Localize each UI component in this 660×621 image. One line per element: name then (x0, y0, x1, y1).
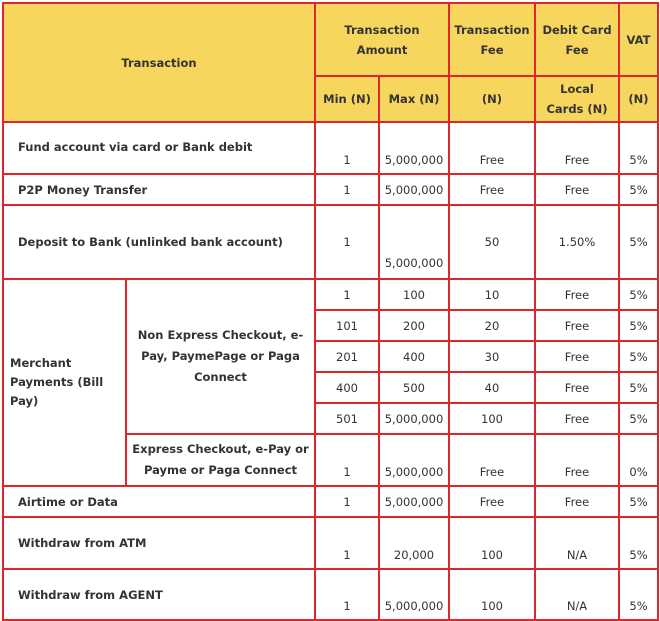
table-row (3, 486, 658, 517)
cell-fee: 50 (449, 205, 535, 279)
cell-debit: Free (535, 174, 619, 205)
cell-fee: Free (449, 174, 535, 205)
label-express: Express Checkout, e-Pay or Payme or Paga Connect (126, 434, 315, 486)
cell-min: 1 (315, 486, 379, 517)
cell-fee: 20 (449, 310, 535, 341)
cell-fee: Free (449, 122, 535, 174)
row-label-agent: Withdraw from AGENT (3, 569, 315, 620)
cell-min: 1 (315, 279, 379, 310)
cell-min: 201 (315, 341, 379, 372)
header-max: Max (N) (379, 76, 449, 122)
cell-fee: 100 (449, 403, 535, 434)
cell-vat: 5% (619, 310, 658, 341)
cell-min: 1 (315, 174, 379, 205)
row-label-merchant: Merchant Payments (Bill Pay) (3, 279, 126, 486)
cell-debit: N/A (535, 569, 619, 620)
header-vat-unit: (N) (619, 76, 658, 122)
cell-max: 500 (379, 372, 449, 403)
cell-vat: 5% (619, 569, 658, 620)
cell-vat: 5% (619, 486, 658, 517)
header-local-cards: Local Cards (N) (535, 76, 619, 122)
cell-fee: 40 (449, 372, 535, 403)
cell-vat: 5% (619, 279, 658, 310)
cell-fee: Free (449, 486, 535, 517)
cell-min: 1 (315, 517, 379, 569)
cell-debit: Free (535, 341, 619, 372)
cell-debit: Free (535, 310, 619, 341)
cell-fee: Free (449, 434, 535, 486)
row-label-p2p: P2P Money Transfer (3, 174, 315, 205)
cell-min: 101 (315, 310, 379, 341)
cell-vat: 5% (619, 403, 658, 434)
cell-vat: 5% (619, 372, 658, 403)
cell-fee: 10 (449, 279, 535, 310)
row-label-atm: Withdraw from ATM (3, 517, 315, 569)
label-non-express: Non Express Checkout, e-Pay, PaymePage or Paga Connect (126, 279, 315, 434)
cell-vat: 5% (619, 517, 658, 569)
header-min: Min (N) (315, 76, 379, 122)
header-transaction-amount: Transaction Amount (315, 3, 449, 76)
cell-max: 200 (379, 310, 449, 341)
cell-vat: 5% (619, 174, 658, 205)
cell-fee: 100 (449, 569, 535, 620)
cell-min: 1 (315, 122, 379, 174)
cell-max: 20,000 (379, 517, 449, 569)
cell-debit: Free (535, 122, 619, 174)
cell-min: 400 (315, 372, 379, 403)
cell-min: 501 (315, 403, 379, 434)
row-label-fund: Fund account via card or Bank debit (3, 122, 315, 174)
table-row (3, 569, 658, 620)
cell-max: 5,000,000 (379, 174, 449, 205)
row-label-airtime: Airtime or Data (3, 486, 315, 517)
cell-fee: 100 (449, 517, 535, 569)
cell-debit: Free (535, 279, 619, 310)
cell-debit: 1.50% (535, 205, 619, 279)
cell-vat: 5% (619, 205, 658, 279)
cell-min: 1 (315, 434, 379, 486)
cell-min: 1 (315, 205, 379, 279)
cell-vat: 0% (619, 434, 658, 486)
header-vat: VAT (619, 3, 658, 76)
cell-max: 5,000,000 (379, 486, 449, 517)
cell-debit: Free (535, 434, 619, 486)
cell-fee: 30 (449, 341, 535, 372)
cell-max: 400 (379, 341, 449, 372)
header-debit-card-fee: Debit Card Fee (535, 3, 619, 76)
cell-max: 100 (379, 279, 449, 310)
cell-debit: Free (535, 403, 619, 434)
cell-min: 1 (315, 569, 379, 620)
cell-debit: Free (535, 486, 619, 517)
header-transaction: Transaction (3, 3, 315, 122)
cell-vat: 5% (619, 341, 658, 372)
table-row (3, 174, 658, 205)
cell-max: 5,000,000 (379, 205, 449, 279)
table-row (3, 122, 658, 174)
cell-debit: Free (535, 372, 619, 403)
cell-max: 5,000,000 (379, 122, 449, 174)
table-row (3, 279, 658, 310)
header-transaction-fee: Transaction Fee (449, 3, 535, 76)
table-row (3, 517, 658, 569)
row-label-deposit: Deposit to Bank (unlinked bank account) (3, 205, 315, 279)
cell-vat: 5% (619, 122, 658, 174)
table-row (3, 205, 658, 279)
cell-max: 5,000,000 (379, 403, 449, 434)
header-fee-unit: (N) (449, 76, 535, 122)
cell-max: 5,000,000 (379, 569, 449, 620)
cell-max: 5,000,000 (379, 434, 449, 486)
fee-table (2, 2, 659, 621)
cell-debit: N/A (535, 517, 619, 569)
